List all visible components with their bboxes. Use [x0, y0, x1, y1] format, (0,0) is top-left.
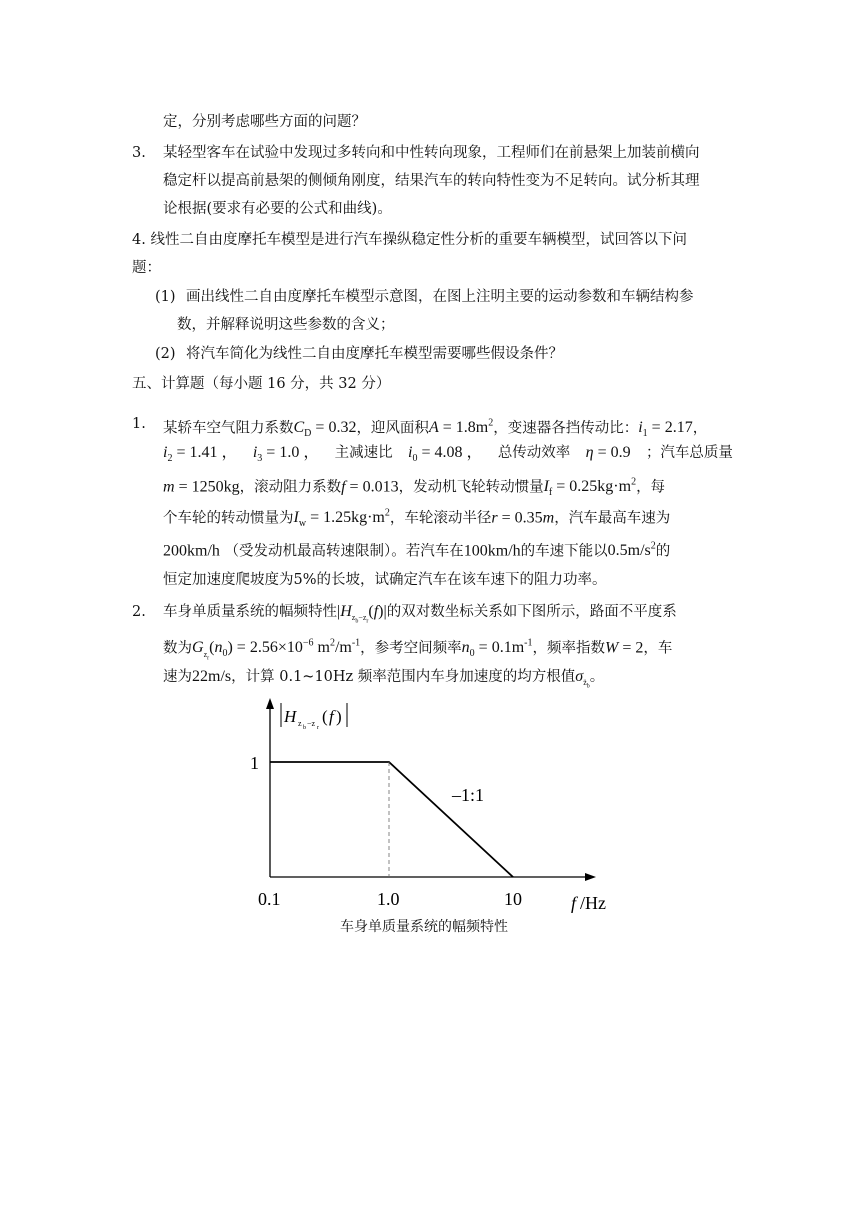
- c2-line3: 速为22m/s，计算 0.1~10Hz 频率范围内车身加速度的均方根值$\sigma_{z̈_b}$。: [163, 668, 605, 690]
- q4-sub1-line1: 画出线性二自由度摩托车模型示意图，在图上注明主要的运动参数和车辆结构参: [186, 289, 694, 305]
- y-axis-arrow: [266, 698, 274, 709]
- c2-line2: 数为$G_{z_r}(n_0) = 2.56\times 10^{-6}$ $m^2/m^{-1}$，参考空间频率$n_0 = 0.1m^{-1}$，频率指数W = 2，车: [163, 638, 673, 662]
- c1-line6: 恒定加速度爬坡度为5%的长坡，试确定汽车在该车速下的阻力功率。: [163, 572, 607, 588]
- c1-number: 1.: [132, 416, 146, 432]
- q3-line3: 论根据(要求有必要的公式和曲线)。: [163, 201, 392, 217]
- x-tick-10: 10: [504, 889, 522, 909]
- svg-text:−z: −z: [307, 719, 316, 728]
- c1-line4: 个车轮的转动惯量为$I_w = 1.25kg\cdot m^2$，车轮滚动半径r = 0.35m，汽车最高车速为: [163, 508, 671, 530]
- q4-line1: 4. 线性二自由度摩托车模型是进行汽车操纵稳定性分析的重要车辆模型，试回答以下问: [132, 232, 687, 248]
- slope-label: –1:1: [452, 785, 485, 805]
- svg-text:f: f: [329, 707, 334, 726]
- c1-line5: 200km/h （受发动机最高转速限制）。若汽车在100km/h的车速下能以$0.5m/s^2$的: [163, 541, 671, 560]
- y-tick-1: 1: [250, 753, 259, 773]
- svg-text:(: (: [322, 707, 328, 726]
- prev-question-tail: 定，分别考虑哪些方面的问题？: [163, 114, 366, 130]
- figure-caption: 车身单质量系统的幅频特性: [340, 919, 508, 935]
- x-axis-unit: /Hz: [580, 893, 606, 913]
- svg-text:): ): [336, 707, 342, 726]
- q3-line1: 某轻型客车在试验中发现过多转向和中性转向现象，工程师们在前悬架上加装前横向: [163, 145, 700, 161]
- q4-sub2-line1: 将汽车简化为线性二自由度摩托车模型需要哪些假设条件？: [186, 346, 563, 362]
- svg-text:r: r: [317, 725, 319, 731]
- q3-number: 3.: [132, 145, 146, 161]
- c1-line2: $i_2 = 1.41$ ， $i_3 = 1.0$ ， 主减速比 $i_0 = 4.08$ ， 总传动效率 η = 0.9 ；汽车总质量: [163, 444, 733, 465]
- x-axis-arrow: [585, 873, 596, 881]
- q4-sub2-number: (2): [155, 346, 176, 362]
- amplitude-frequency-figure: [230, 695, 630, 935]
- c1-line1: 某轿车空气阻力系数$C_D = 0.32$，迎风面积$A = 1.8m^2$，变速器各挡传动比：$i_1 = 2.17$，: [163, 418, 708, 440]
- y-axis-label: [281, 703, 347, 731]
- response-curve: [270, 762, 513, 877]
- c1-line3: m = 1250kg，滚动阻力系数f = 0.013，发动机飞轮转动惯量$I_f = 0.25kg\cdot m^2$，每: [163, 477, 666, 499]
- svg-text:b: b: [303, 725, 306, 731]
- c2-line1: 车身单质量系统的幅频特性$|H_{z_b-z_r}(f)|$的双对数坐标关系如下图所示，路面不平度系: [163, 603, 677, 625]
- section-5-title: 五、计算题（每小题 16 分，共 32 分）: [132, 376, 391, 392]
- x-axis-variable: f: [571, 893, 577, 913]
- q4-line2: 题：: [132, 260, 161, 276]
- q4-sub1-number: (1): [155, 289, 176, 305]
- c2-number: 2.: [132, 604, 146, 620]
- svg-text:H: H: [284, 707, 297, 726]
- svg-text:z: z: [298, 719, 302, 728]
- q4-sub1-line2: 数，并解释说明这些参数的含义；: [177, 317, 395, 333]
- x-tick-0.1: 0.1: [258, 889, 281, 909]
- q3-line2: 稳定杆以提高前悬架的侧倾角刚度，结果汽车的转向特性变为不足转向。试分析其理: [163, 173, 700, 189]
- x-tick-1.0: 1.0: [377, 889, 400, 909]
